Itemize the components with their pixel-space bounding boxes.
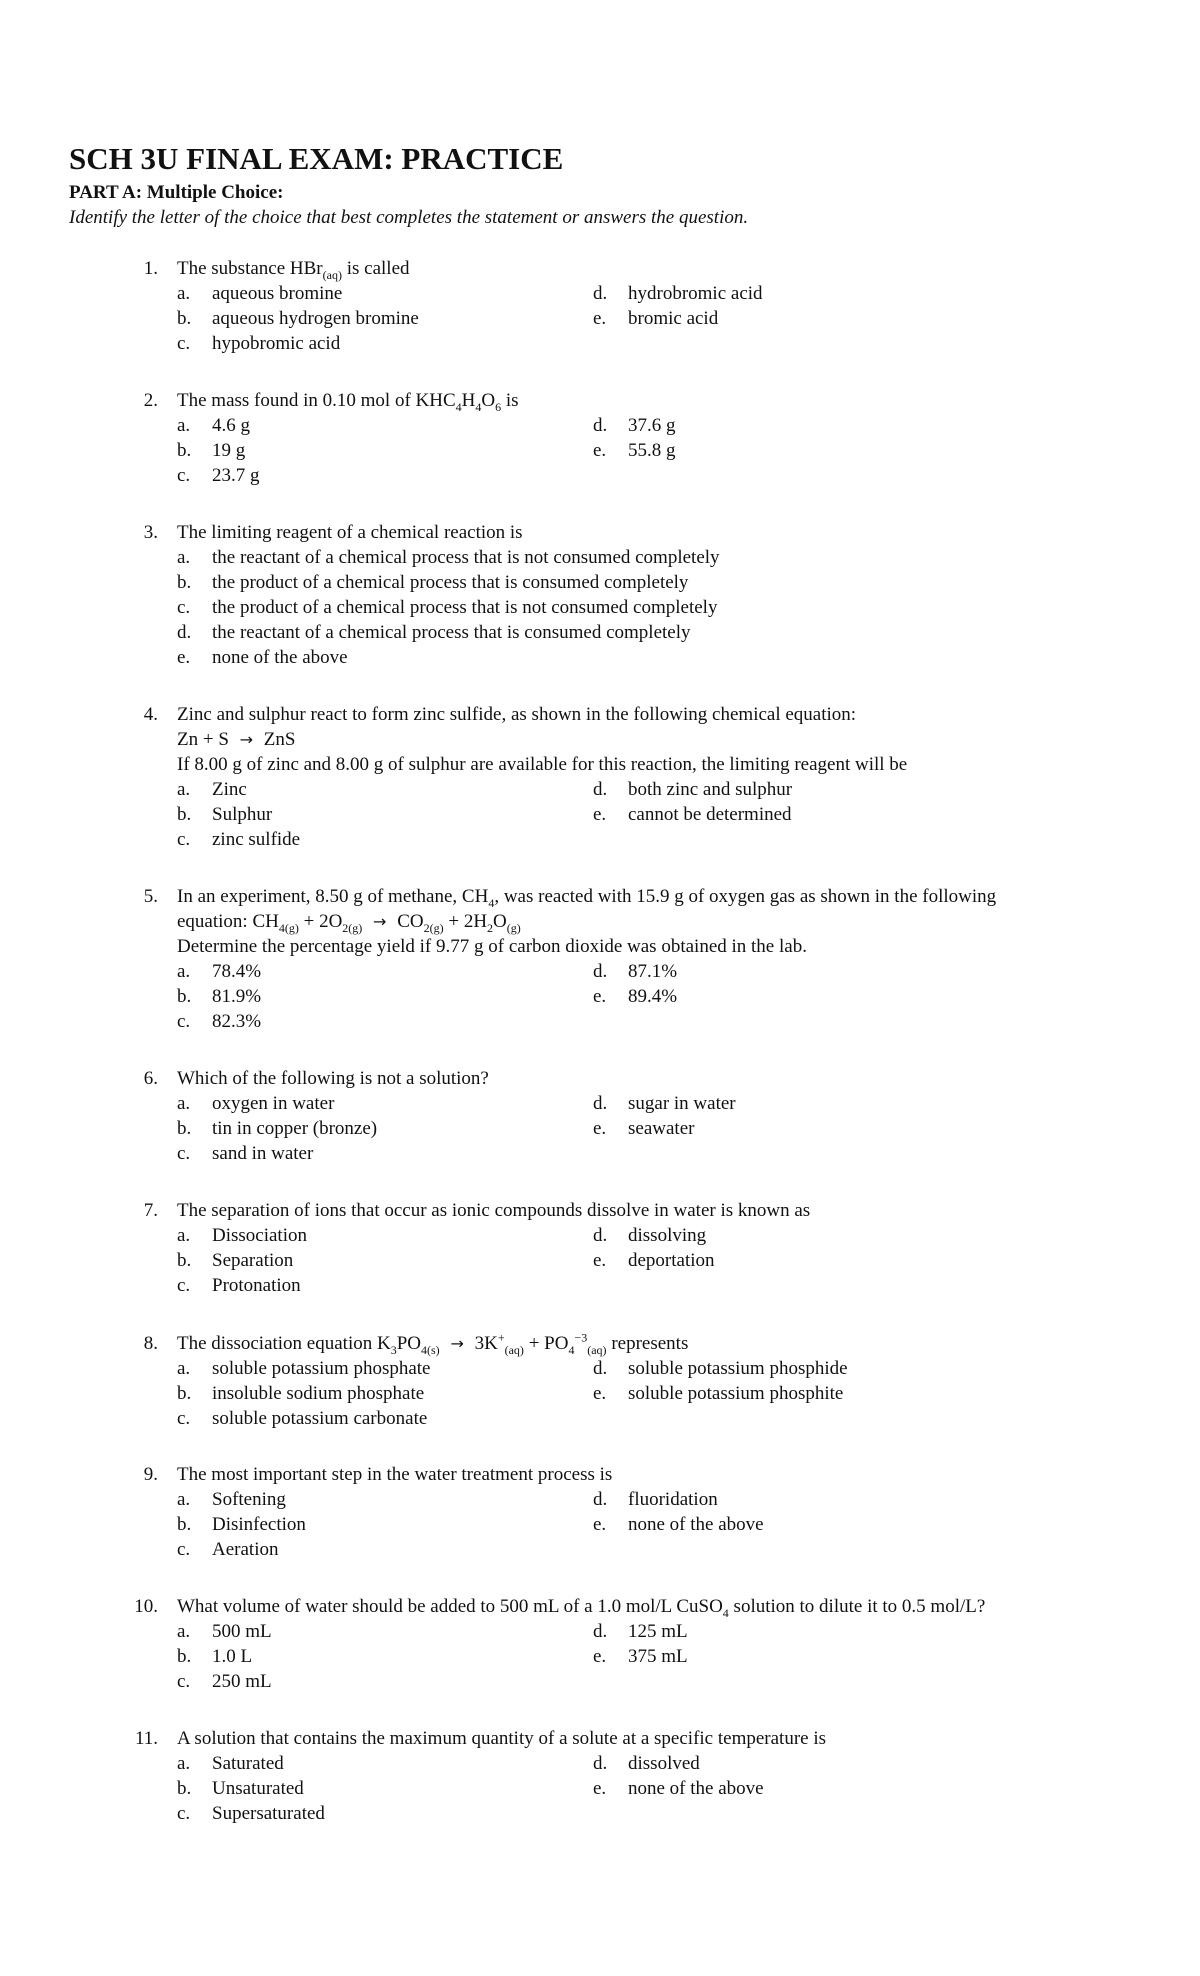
question-number: 8.	[143, 1333, 158, 1354]
options-left	[177, 1091, 377, 1166]
options-left	[177, 777, 300, 852]
option-d[interactable]: d. fluoridation	[593, 1489, 718, 1510]
question-number: 5.	[143, 886, 158, 907]
option-b[interactable]: b. aqueous hydrogen bromine	[177, 308, 419, 329]
option-a[interactable]: a. 500 mL	[177, 1621, 272, 1642]
options-left	[177, 281, 419, 356]
question-stem: The limiting reagent of a chemical reaction is	[177, 522, 523, 543]
option-a[interactable]: a. soluble potassium phosphate	[177, 1358, 431, 1379]
option-d[interactable]: d. dissolved	[593, 1753, 700, 1774]
question-stem: The substance HBr$_{(aq)}$ is called	[177, 258, 410, 282]
options-right	[593, 1223, 715, 1273]
option-b[interactable]: b. 1.0 L	[177, 1646, 253, 1667]
arrow-icon: →	[373, 912, 387, 931]
option-e[interactable]: e. 375 mL	[593, 1646, 688, 1667]
chemical-equation: equation: $CH_{4(g)} + 2O_{2(g)} \to CO_{2(g)} + 2H_2O_{(g)}$	[177, 911, 521, 935]
option-c[interactable]: c. 250 mL	[177, 1671, 272, 1692]
options-left	[177, 1223, 307, 1298]
exam-title: SCH 3U FINAL EXAM: PRACTICE	[69, 141, 564, 176]
question-stem: Zinc and sulphur react to form zinc sulfide, as shown in the following chemical equation: Zn + S → ZnS If 8.00 g of zinc and 8.00 g of sulphur are available for this reaction, the limiting reagent will be	[177, 702, 1127, 777]
options-left	[177, 1751, 325, 1826]
chemical-equation: Zn + S → ZnS	[177, 729, 296, 750]
option-d[interactable]: d. 37.6 g	[593, 415, 676, 436]
options-right	[593, 1091, 736, 1141]
option-c[interactable]: c. hypobromic acid	[177, 333, 341, 354]
options-left	[177, 959, 261, 1034]
options-right	[593, 959, 677, 1009]
option-c[interactable]: c. zinc sulfide	[177, 829, 301, 850]
option-a[interactable]: a. 4.6 g	[177, 415, 250, 436]
question-number: 11.	[134, 1728, 158, 1749]
option-b[interactable]: b. 81.9%	[177, 986, 262, 1007]
option-e[interactable]: e. none of the above	[593, 1778, 764, 1799]
option-c[interactable]: c. sand in water	[177, 1143, 314, 1164]
option-b[interactable]: b. Disinfection	[177, 1514, 306, 1535]
options-left	[177, 1487, 306, 1562]
option-a[interactable]: a. 78.4%	[177, 961, 262, 982]
option-c[interactable]: c. 82.3%	[177, 1011, 262, 1032]
option-a[interactable]: a. Dissociation	[177, 1225, 307, 1246]
question-number: 2.	[143, 390, 158, 411]
option-d[interactable]: d. both zinc and sulphur	[593, 779, 793, 800]
instructions: Identify the letter of the choice that best completes the statement or answers the question.	[69, 207, 749, 228]
option-e[interactable]: e. none of the above	[593, 1514, 764, 1535]
question-number: 1.	[143, 258, 158, 279]
question-stem: Which of the following is not a solution?	[177, 1068, 489, 1089]
option-d[interactable]: d. soluble potassium phosphide	[593, 1358, 848, 1379]
option-b[interactable]: b. 19 g	[177, 440, 246, 461]
options-right	[593, 413, 676, 463]
question-stem: The mass found in 0.10 mol of $KHC_4H_4O_6$ is	[177, 390, 519, 414]
option-c[interactable]: c. Aeration	[177, 1539, 279, 1560]
option-e[interactable]: e. 55.8 g	[593, 440, 676, 461]
question-stem: What volume of water should be added to 500 mL of a 1.0 mol/L CuSO$_4$ solution to dilute it to 0.5 mol/L?	[177, 1596, 986, 1620]
option-e[interactable]: e. deportation	[593, 1250, 715, 1271]
option-c[interactable]: c. the product of a chemical process that is not consumed completely	[177, 597, 718, 618]
options-list	[177, 545, 720, 670]
option-d[interactable]: d. sugar in water	[593, 1093, 736, 1114]
arrow-icon: →	[450, 1334, 464, 1353]
question-number: 10.	[134, 1596, 158, 1617]
arrow-icon: →	[239, 730, 254, 749]
option-a[interactable]: a. Zinc	[177, 779, 247, 800]
option-d[interactable]: d. hydrobromic acid	[593, 283, 763, 304]
option-a[interactable]: a. Softening	[177, 1489, 286, 1510]
question-number: 7.	[143, 1200, 158, 1221]
option-e[interactable]: e. none of the above	[177, 647, 348, 668]
question-number: 3.	[143, 522, 158, 543]
options-right	[593, 281, 763, 331]
option-b[interactable]: b. Unsaturated	[177, 1778, 304, 1799]
part-title: PART A: Multiple Choice:	[69, 182, 284, 203]
option-b[interactable]: b. insoluble sodium phosphate	[177, 1383, 425, 1404]
question-stem: The separation of ions that occur as ionic compounds dissolve in water is known as	[177, 1200, 811, 1221]
option-e[interactable]: e. bromic acid	[593, 308, 719, 329]
option-e[interactable]: e. cannot be determined	[593, 804, 792, 825]
options-right	[593, 1487, 764, 1537]
option-c[interactable]: c. 23.7 g	[177, 465, 260, 486]
option-a[interactable]: a. oxygen in water	[177, 1093, 335, 1114]
option-c[interactable]: c. soluble potassium carbonate	[177, 1408, 428, 1429]
option-d[interactable]: d. dissolving	[593, 1225, 707, 1246]
option-e[interactable]: e. soluble potassium phosphite	[593, 1383, 844, 1404]
question-number: 4.	[143, 704, 158, 725]
question-number: 6.	[143, 1068, 158, 1089]
option-c[interactable]: c. Protonation	[177, 1275, 301, 1296]
option-a[interactable]: a. the reactant of a chemical process that is not consumed completely	[177, 547, 720, 568]
options-right	[593, 1356, 848, 1406]
options-left	[177, 413, 260, 488]
options-right	[593, 777, 792, 827]
question-stem: A solution that contains the maximum quantity of a solute at a specific temperature is	[177, 1728, 827, 1749]
option-d[interactable]: d. 125 mL	[593, 1621, 688, 1642]
option-b[interactable]: b. Sulphur	[177, 804, 273, 825]
option-d[interactable]: d. the reactant of a chemical process that is consumed completely	[177, 622, 691, 643]
question-stem: The most important step in the water treatment process is	[177, 1464, 613, 1485]
options-left	[177, 1619, 272, 1694]
exam-header	[69, 140, 1129, 230]
options-left	[177, 1356, 430, 1431]
question-number: 9.	[143, 1464, 158, 1485]
option-a[interactable]: a. aqueous bromine	[177, 283, 343, 304]
option-b[interactable]: b. Separation	[177, 1250, 294, 1271]
option-b[interactable]: b. the product of a chemical process that is consumed completely	[177, 572, 689, 593]
option-c[interactable]: c. Supersaturated	[177, 1803, 325, 1824]
options-right	[593, 1751, 764, 1801]
question-stem: The dissociation equation $K_3PO_{4(s)} \to 3K^+_{(aq)} + PO_4^{-3}_{(aq)}$ represents	[177, 1330, 689, 1357]
question-stem: In an experiment, 8.50 g of methane, $CH_4$, was reacted with 15.9 g of oxygen gas as shown in the following equation: $CH_{4(g)} + 2O_{2(g)} \to CO_{2(g)} + 2H_2O_{(g)}$ Determine the percentage yield if 9.77 g of carbon dioxide was obtained in the lab.	[177, 884, 1127, 959]
option-e[interactable]: e. seawater	[593, 1118, 695, 1139]
option-d[interactable]: d. 87.1%	[593, 961, 678, 982]
options-right	[593, 1619, 688, 1669]
option-a[interactable]: a. Saturated	[177, 1753, 284, 1774]
option-b[interactable]: b. tin in copper (bronze)	[177, 1118, 378, 1139]
option-e[interactable]: e. 89.4%	[593, 986, 678, 1007]
